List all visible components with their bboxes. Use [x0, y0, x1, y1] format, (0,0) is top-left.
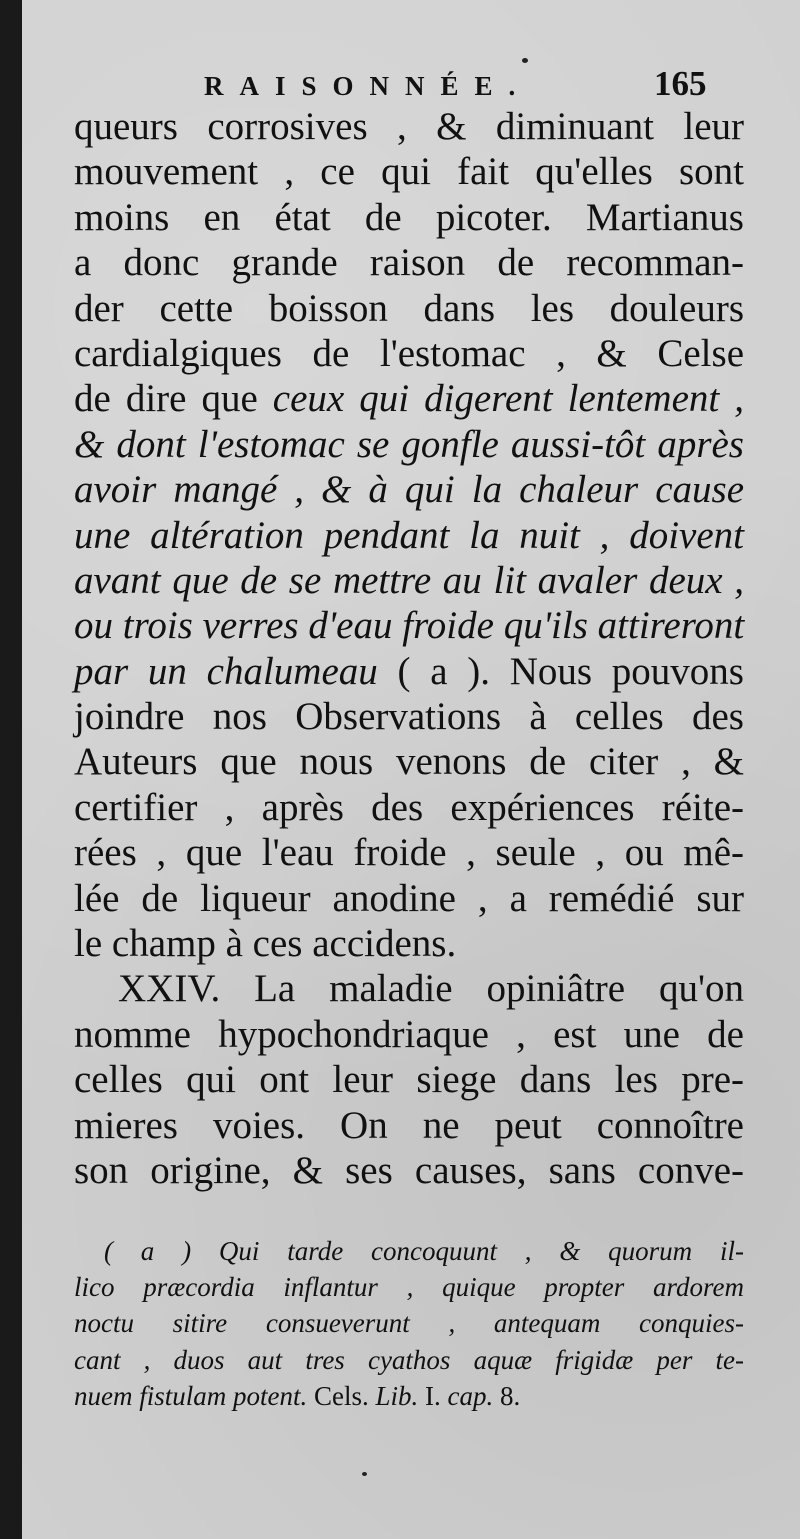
body-line: [74, 513, 744, 558]
body-line: [74, 966, 744, 1011]
body-line: [74, 1057, 744, 1102]
body-line: [74, 1012, 744, 1057]
body-line: [74, 921, 744, 966]
page-number: 165: [654, 64, 707, 103]
body-segment: une altération pendant la nuit , doivent: [74, 513, 744, 557]
body-line: [74, 467, 744, 512]
body-line: [74, 739, 744, 784]
body-line: [74, 195, 744, 240]
body-line: [74, 331, 744, 376]
ink-speck: [522, 58, 528, 63]
body-line: [74, 694, 744, 739]
body-segment: queurs corrosives , & diminuant leur: [74, 105, 744, 148]
body-segment: XXIV. La maladie opiniâtre qu'on: [118, 967, 744, 1011]
body-segment: de dire que: [74, 377, 273, 421]
footnote-segment: cap.: [440, 1380, 501, 1411]
footnote-segment: noctu sitire consueverunt , antequam conquies-: [74, 1308, 744, 1339]
body-segment: cardialgiques de l'estomac , & Celse: [74, 331, 744, 375]
body-segment: mieres voies. On ne peut connoître: [74, 1103, 744, 1147]
body-segment: ou trois verres d'eau froide qu'ils attireront: [74, 604, 745, 648]
body-segment: der cette boisson dans les douleurs: [74, 286, 744, 330]
footnote-segment: 8.: [500, 1380, 521, 1411]
footnote: [74, 1233, 744, 1414]
body-line: [74, 603, 744, 648]
body-line: [74, 876, 744, 921]
footnote-segment: Lib.: [368, 1380, 426, 1411]
body-segment: & dont l'estomac se gonfle aussi-tôt après: [74, 422, 744, 466]
body-segment: a donc grande raison de recomman-: [74, 241, 744, 285]
body-line: [74, 240, 744, 285]
body-segment: rées , que l'eau froide , seule , ou mê-: [74, 831, 744, 875]
body-line: [74, 422, 744, 467]
body-segment: mouvement , ce qui fait qu'elles sont: [74, 150, 744, 194]
footnote-line: [74, 1233, 744, 1269]
body-segment: ceux qui digerent lentement ,: [272, 377, 744, 421]
footnote-line: [74, 1269, 744, 1305]
body-segment: par un chalumeau: [74, 649, 378, 693]
body-segment: lée de liqueur anodine , a remédié sur: [74, 876, 744, 920]
body-segment: celles qui ont leur siege dans les pre-: [74, 1058, 744, 1102]
footnote-line: [74, 1305, 744, 1341]
body-line: [74, 376, 744, 421]
ink-speck: [362, 1472, 367, 1476]
body-line: [74, 830, 744, 875]
footnote-segment: lico præcordia inflantur , quique propter ardorem: [74, 1272, 744, 1303]
body-segment: avoir mangé , & à qui la chaleur cause: [74, 468, 744, 512]
body-segment: moins en état de picoter. Martianus: [74, 195, 744, 239]
footnote-segment: cant , duos aut tres cyathos aquæ frigidæ per te-: [74, 1344, 744, 1375]
body-segment: nomme hypochondriaque , est une de: [74, 1012, 744, 1056]
running-title: RAISONNÉE.: [204, 71, 532, 101]
footnote-segment: nuem fistulam potent.: [74, 1380, 314, 1411]
footnote-segment: I.: [425, 1380, 441, 1411]
body-line: [74, 104, 744, 149]
body-segment: joindre nos Observations à celles des: [74, 695, 744, 739]
body-segment: ( a ). Nous pouvons: [377, 649, 744, 693]
body-line: [74, 649, 744, 694]
footnote-segment: ( a ) Qui tarde concoquunt , & quorum il-: [104, 1236, 744, 1266]
body-line: [74, 1103, 744, 1148]
body-segment: avant que de se mettre au lit avaler deux ,: [74, 558, 744, 602]
body-line: [74, 1148, 744, 1193]
book-page: [22, 0, 800, 1539]
body-segment: son origine, & ses causes, sans conve-: [74, 1148, 744, 1192]
footnote-segment: Cels.: [313, 1380, 369, 1411]
body-line: [74, 785, 744, 830]
body-segment: certifier , après des expériences réite-: [74, 785, 744, 829]
footnote-line: [74, 1342, 744, 1378]
body-line: [74, 286, 744, 331]
body-segment: le champ à ces accidens.: [74, 922, 457, 966]
footnote-line: [74, 1378, 744, 1414]
running-head: [22, 66, 800, 106]
body-line: [74, 149, 744, 194]
body-segment: Auteurs que nous venons de citer , &: [74, 740, 744, 784]
body-line: [74, 558, 744, 603]
main-text: [74, 104, 744, 1193]
